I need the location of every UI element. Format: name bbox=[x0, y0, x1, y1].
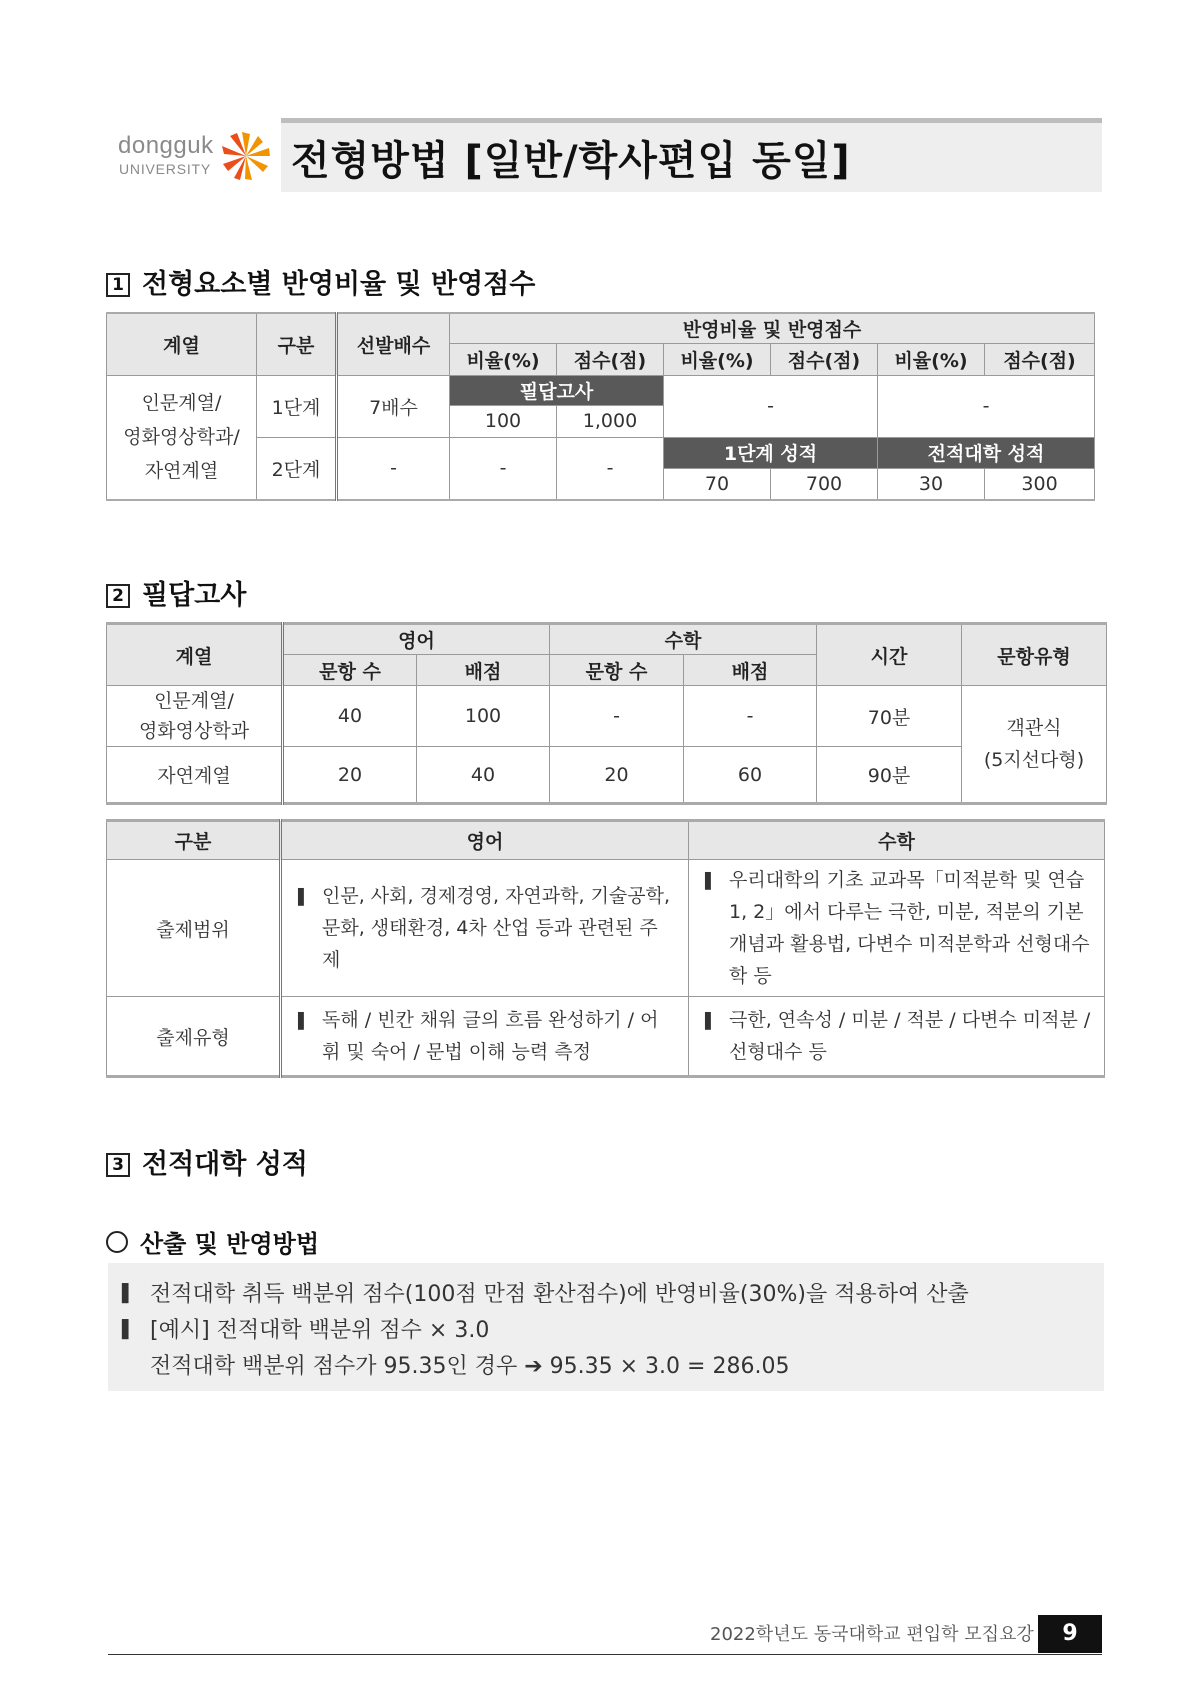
exam-scope-table bbox=[106, 819, 1105, 1078]
row-eng-count: 40 bbox=[283, 686, 417, 747]
bullet-icon: ▌ bbox=[298, 1012, 310, 1030]
stage1-cell: 1단계 bbox=[257, 375, 337, 437]
section2-number: 2 bbox=[106, 584, 130, 608]
th-math-points: 배점 bbox=[684, 655, 817, 686]
th-ratio: 비율(%) bbox=[450, 343, 557, 375]
written-ratio: 100 bbox=[450, 405, 557, 437]
prev-univ-ratio: 30 bbox=[878, 468, 985, 500]
calc-line-3: 전적대학 백분위 점수가 95.35인 경우 ➔ 95.35 × 3.0 = 286.05 bbox=[150, 1354, 790, 1379]
scope-math-cell bbox=[689, 860, 1105, 997]
stage1-result-score: 700 bbox=[771, 468, 878, 500]
section3-subtitle: 산출 및 반영방법 bbox=[140, 1230, 319, 1258]
stage1-empty-b: - bbox=[878, 375, 1095, 437]
written-exam-label: 필답고사 bbox=[450, 375, 664, 405]
title-bar bbox=[281, 118, 1102, 192]
scope-math: 우리대학의 기초 교과목「미적분학 및 연습 1, 2」에서 다루는 극한, 미분, 적분의 기본 개념과 활용법, 다변수 미적분학과 선형대수학 등 bbox=[729, 869, 1090, 987]
th-time: 시간 bbox=[817, 624, 962, 686]
type-label: 출제유형 bbox=[107, 997, 281, 1077]
written-score: 1,000 bbox=[557, 405, 664, 437]
section1-title: 전형요소별 반영비율 및 반영점수 bbox=[142, 269, 536, 300]
row-time: 90분 bbox=[817, 747, 962, 804]
th-group: 계열 bbox=[107, 624, 283, 686]
stage1-result-label: 1단계 성적 bbox=[664, 437, 878, 468]
row-eng-points: 40 bbox=[417, 747, 550, 804]
scope-label: 출제범위 bbox=[107, 860, 281, 997]
section1-number: 1 bbox=[106, 273, 130, 297]
row-math-count: - bbox=[550, 686, 684, 747]
table-row bbox=[107, 747, 1107, 804]
stage1-result-ratio: 70 bbox=[664, 468, 771, 500]
row-eng-count: 20 bbox=[283, 747, 417, 804]
section3-subheader bbox=[106, 1224, 319, 1259]
th-math-count: 문항 수 bbox=[550, 655, 684, 686]
footer-divider bbox=[108, 1654, 1102, 1655]
table-row bbox=[107, 686, 1107, 747]
bullet-icon: ▌ bbox=[122, 1320, 136, 1340]
th-ratio: 비율(%) bbox=[664, 343, 771, 375]
stage2-ratio: - bbox=[450, 437, 557, 500]
section1-header bbox=[106, 262, 535, 301]
group-cell: 인문계열/ 영화영상학과/ 자연계열 bbox=[107, 375, 257, 500]
row-time: 70분 bbox=[817, 686, 962, 747]
th-multiple: 선발배수 bbox=[337, 313, 450, 375]
calc-line-1 bbox=[122, 1277, 969, 1308]
row-math-points: 60 bbox=[684, 747, 817, 804]
scope-english: 인문, 사회, 경제경영, 자연과학, 기술공학, 문화, 생태환경, 4차 산업 등과 관련된 주제 bbox=[322, 885, 671, 971]
th-eng-count: 문항 수 bbox=[283, 655, 417, 686]
th-english: 영어 bbox=[281, 821, 689, 860]
selection-elements-table bbox=[106, 312, 1095, 501]
multiple1-cell: 7배수 bbox=[337, 375, 450, 437]
prev-univ-label: 전적대학 성적 bbox=[878, 437, 1095, 468]
th-english: 영어 bbox=[283, 624, 550, 655]
scope-english-cell bbox=[281, 860, 689, 997]
row-math-count: 20 bbox=[550, 747, 684, 804]
bullet-icon: ▌ bbox=[705, 1012, 717, 1030]
th-score: 점수(점) bbox=[771, 343, 878, 375]
th-score: 점수(점) bbox=[557, 343, 664, 375]
university-logo bbox=[118, 130, 278, 188]
written-exam-table bbox=[106, 622, 1107, 805]
circle-icon bbox=[106, 1231, 128, 1253]
type-english-cell bbox=[281, 997, 689, 1077]
th-category: 구분 bbox=[107, 821, 281, 860]
bullet-icon: ▌ bbox=[298, 888, 310, 906]
th-ratio: 비율(%) bbox=[878, 343, 985, 375]
calc-line-2-text: [예시] 전적대학 백분위 점수 × 3.0 bbox=[150, 1318, 490, 1343]
calc-line-1-text: 전적대학 취득 백분위 점수(100점 만점 환산점수)에 반영비율(30%)을 적용하여 산출 bbox=[150, 1282, 969, 1307]
row-group: 자연계열 bbox=[107, 747, 283, 804]
stage1-empty-a: - bbox=[664, 375, 878, 437]
row-eng-points: 100 bbox=[417, 686, 550, 747]
prev-univ-score: 300 bbox=[985, 468, 1095, 500]
th-eng-points: 배점 bbox=[417, 655, 550, 686]
logo-burst-icon bbox=[220, 130, 272, 182]
section3-number: 3 bbox=[106, 1153, 130, 1177]
th-question-type: 문항유형 bbox=[962, 624, 1107, 686]
stage2-score: - bbox=[557, 437, 664, 500]
th-math: 수학 bbox=[689, 821, 1105, 860]
section3-header bbox=[106, 1142, 308, 1181]
row-math-points: - bbox=[684, 686, 817, 747]
footer-text: 2022학년도 동국대학교 편입학 모집요강 bbox=[710, 1624, 1034, 1645]
question-type-cell: 객관식 (5지선다형) bbox=[962, 686, 1107, 804]
th-stage: 구분 bbox=[257, 313, 337, 375]
logo-subtitle: UNIVERSITY bbox=[119, 161, 212, 177]
calculation-box bbox=[108, 1263, 1104, 1391]
type-english: 독해 / 빈칸 채워 글의 흐름 완성하기 / 어휘 및 숙어 / 문법 이해 능력 측정 bbox=[322, 1009, 659, 1063]
type-math-cell bbox=[689, 997, 1105, 1077]
page-number: 9 bbox=[1038, 1615, 1102, 1653]
row-group: 인문계열/ 영화영상학과 bbox=[107, 686, 283, 747]
th-reflect: 반영비율 및 반영점수 bbox=[450, 313, 1095, 343]
section2-title: 필답고사 bbox=[142, 580, 247, 611]
section3-title: 전적대학 성적 bbox=[142, 1149, 308, 1180]
calc-line-2 bbox=[122, 1313, 489, 1344]
bullet-icon: ▌ bbox=[705, 872, 717, 890]
page-title: 전형방법 [일반/학사편입 동일] bbox=[291, 138, 851, 184]
th-score: 점수(점) bbox=[985, 343, 1095, 375]
th-math: 수학 bbox=[550, 624, 817, 655]
multiple2-cell: - bbox=[337, 437, 450, 500]
section2-header bbox=[106, 573, 246, 612]
th-group: 계열 bbox=[107, 313, 257, 375]
stage2-cell: 2단계 bbox=[257, 437, 337, 500]
logo-wordmark: dongguk bbox=[118, 132, 214, 159]
bullet-icon: ▌ bbox=[122, 1284, 136, 1304]
type-math: 극한, 연속성 / 미분 / 적분 / 다변수 미적분 / 선형대수 등 bbox=[729, 1009, 1091, 1063]
